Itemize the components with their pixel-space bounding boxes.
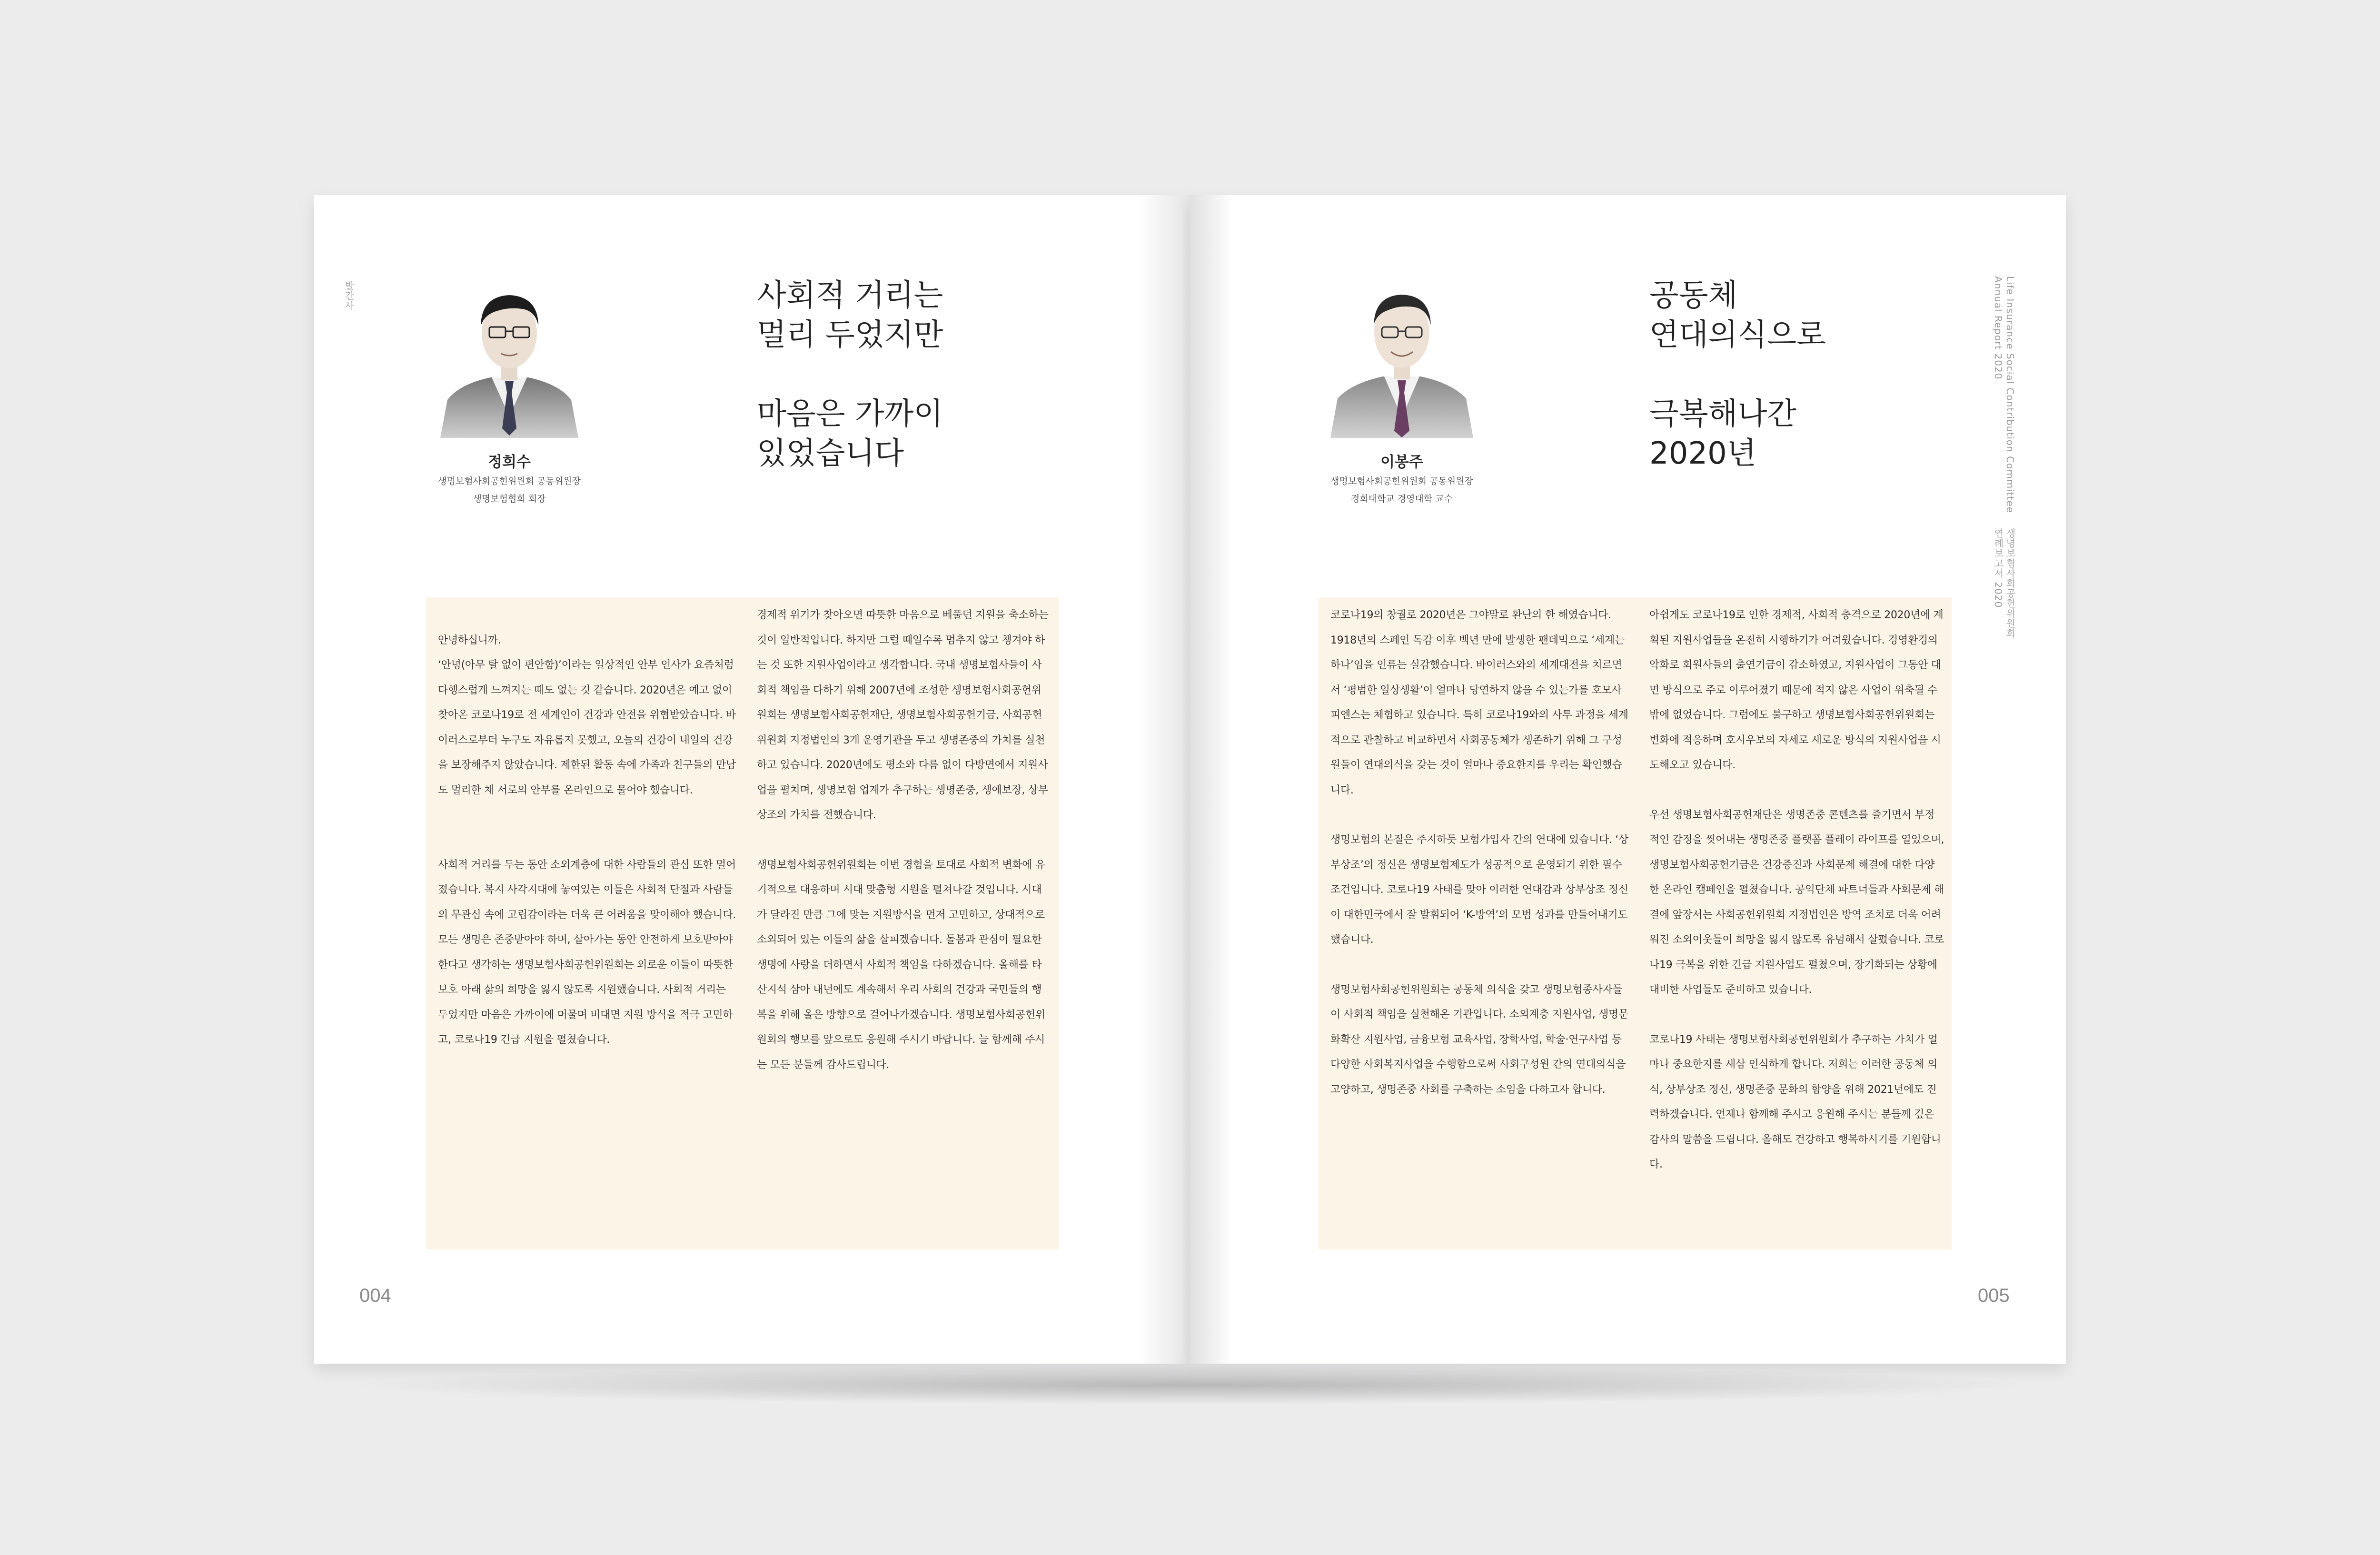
person-title-2: 경희대학교 경영대학 교수 [1351, 494, 1453, 504]
person-name: 이봉주 [1380, 454, 1423, 471]
right-page [1190, 195, 2066, 1364]
paragraph: 생명보험사회공헌위원회는 공동체 의식을 갖고 생명보험종사자들이 사회적 책임을 실천해온 기관입니다. 소외계층 지원사업, 생명문화확산 지원사업, 금융보험 교육사업, 장학사업, 학술·연구사업 등 다양한 사회복지사업을 수행함으로써 사회구성원 간의 연대의식을 고양하고, 생명존중 사회를 구축하는 소임을 다하고자 합니다. [1330, 983, 1628, 1096]
side-label-line: Annual Report 2020 [1993, 276, 2004, 380]
portrait-illustration-jung [431, 274, 588, 438]
paragraph: 사회적 거리를 두는 동안 소외계층에 대한 사람들의 관심 또한 멀어졌습니다. 복지 사각지대에 놓여있는 이들은 사회적 단절과 사람들의 무관심 속에 고립감이라는 더욱 큰 어려움을 맞이해야 했습니다. 모든 생명은 존중받아야 하며, 살아가는 동안 안전하게 보호받아야 한다고 생각하는 생명보험사회공헌위원회는 외로운 이들이 따뜻한 보호 아래 삶의 희망을 잃지 않도록 지원했습니다. 사회적 거리는 두었지만 마음은 가까이에 머물며 비대면 지원 방식을 적극 고민하고, 코로나19 긴급 지원을 펼쳤습니다. [438, 859, 736, 1046]
paragraph: 코로나19의 창궐로 2020년은 그야말로 환난의 한 해였습니다. 1918년의 스페인 독감 이후 백년 만에 발생한 팬데믹으로 ‘세계는 하나’임을 인류는 실감했습니다. 바이러스와의 세계대전을 치르면서 ‘평범한 일상생활’이 얼마나 당연하지 않을 수 있는가를 호모사피엔스는 체험하고 있습니다. 특히 코로나19와의 사투 과정을 세계적으로 관찰하고 비교하면서 사회공동체가 생존하기 위해 그 구성원들이 연대의식을 갖는 것이 얼마나 중요한지를 우리는 확인했습니다. [1330, 609, 1628, 796]
headline-line: 연대의식으로 [1649, 317, 1826, 353]
page-number: 005 [1978, 1285, 2010, 1306]
side-label-line: Life Insurance Social Contribution Committee [2004, 276, 2016, 514]
headline-line: 마음은 가까이 [757, 396, 943, 432]
right-side-label-ko [1992, 528, 2016, 638]
headline-line: 멀리 두었지만 [757, 317, 943, 353]
left-side-label: 발간사 [343, 281, 355, 311]
body-column-2 [757, 603, 1050, 1078]
person-title-1: 생명보험사회공헌위원회 공동위원장 [1330, 476, 1473, 486]
headline-spacer [1649, 355, 1826, 395]
person-name: 정희수 [488, 454, 531, 471]
body-column-2 [1649, 603, 1944, 1178]
portrait-illustration-lee [1323, 274, 1480, 438]
left-page [314, 195, 1190, 1364]
headline [757, 276, 943, 474]
headline-line: 있었습니다 [757, 436, 904, 471]
paragraph: 경제적 위기가 찾아오면 따뜻한 마음으로 베풀던 지원을 축소하는 것이 일반적입니다. 하지만 그럴 때일수록 멈추지 않고 챙겨야 하는 것 또한 지원사업이라고 생각합니다. 국내 생명보험사들이 사회적 책임을 다하기 위해 2007년에 조성한 생명보험사회공헌위원회는 생명보험사회공헌재단, 생명보험사회공헌기금, 사회공헌위원회 지정법인의 3개 운영기관을 두고 생명존중의 가치를 실천하고 있습니다. 2020년에도 평소와 다름 없이 다방면에서 지원사업을 펼치며, 생명보험 업계가 추구하는 생명존중, 생애보장, 상부상조의 가치를 전했습니다. [757, 609, 1049, 821]
body-column-1 [438, 603, 737, 1078]
headline-spacer [757, 355, 943, 395]
spread-shadow [362, 1366, 2018, 1404]
headline-line: 공동체 [1649, 278, 1738, 313]
side-label-line: 연례보고서 2020 [1993, 528, 2004, 608]
side-label-line: 생명보험사회공헌위원회 [2004, 528, 2016, 638]
headline-line: 사회적 거리는 [757, 278, 943, 313]
paragraph: 코로나19 사태는 생명보험사회공헌위원회가 추구하는 가치가 얼마나 중요한지를 새삼 인식하게 합니다. 저희는 이러한 공동체 의식, 상부상조 정신, 생명존중 문화의 함양을 위해 2021년에도 진력하겠습니다. 언제나 함께해 주시고 응원해 주시는 분들께 깊은 감사의 말씀을 드립니다. 올해도 건강하고 행복하시기를 기원합니다. [1649, 1033, 1941, 1170]
person-title-1: 생명보험사회공헌위원회 공동위원장 [438, 476, 581, 486]
paragraph: 안녕하십니까. ‘안녕(아무 탈 없이 편안함)’이라는 일상적인 안부 인사가 요즘처럼 다행스럽게 느껴지는 때도 없는 것 같습니다. 2020년은 예고 없이 찾아온 코로나19로 전 세계인이 건강과 안전을 위협받았습니다. 바이러스로부터 누구도 자유롭지 못했고, 오늘의 건강이 내일의 건강을 보장해주지 않았습니다. 제한된 활동 속에 가족과 친구들의 만남도 멀리한 채 서로의 안부를 온라인으로 물어야 했습니다. [438, 634, 736, 796]
paragraph: 생명보험의 본질은 주지하듯 보험가입자 간의 연대에 있습니다. ‘상부상조’의 정신은 생명보험제도가 성공적으로 운영되기 위한 필수 조건입니다. 코로나19 사태를 맞아 이러한 연대감과 상부상조 정신이 대한민국에서 잘 발휘되어 ‘K-방역’의 모범 성과를 만들어내기도 했습니다. [1330, 834, 1628, 946]
paragraph: 생명보험사회공헌위원회는 이번 경험을 토대로 사회적 변화에 유기적으로 대응하며 시대 맞춤형 지원을 펼쳐나갈 것입니다. 시대가 달라진 만큼 그에 맞는 지원방식을 먼저 고민하고, 상대적으로 소외되어 있는 이들의 삶을 살피겠습니다. 돌봄과 관심이 필요한 생명에 사랑을 더하면서 사회적 책임을 다하겠습니다. 올해를 타산지석 삼아 내년에도 계속해서 우리 사회의 건강과 국민들의 행복을 위해 올은 방향으로 걸어나가겠습니다. 생명보험사회공헌위원회의 행보를 앞으로도 응원해 주시기 바랍니다. 늘 함께해 주시는 모든 분들께 감사드립니다. [757, 859, 1045, 1071]
right-side-label-en [1992, 276, 2016, 513]
headline-line: 극복해나간 [1649, 396, 1797, 432]
paragraph: 아쉽게도 코로나19로 인한 경제적, 사회적 충격으로 2020년에 계획된 지원사업들을 온전히 시행하기가 어려웠습니다. 경영환경의 악화로 회원사들의 출연기금이 감소하였고, 지원사업이 그동안 대면 방식으로 주로 이루어졌기 때문에 적지 않은 사업이 위축될 수밖에 없었습니다. 그럼에도 불구하고 생명보험사회공헌위원회는 변화에 적응하며 호시우보의 자세로 새로운 방식의 지원사업을 시도해오고 있습니다. [1649, 609, 1944, 771]
body-column-1 [1330, 603, 1630, 1102]
person-title-2: 생명보험협회 회장 [473, 494, 546, 504]
paragraph: 우선 생명보험사회공헌재단은 생명존중 콘텐츠를 즐기면서 부정적인 감정을 씻어내는 생명존중 플랫폼 플레이 라이프를 열었으며, 생명보험사회공헌기금은 건강증진과 사회문제 해결에 대한 다양한 온라인 캠페인을 펼쳤습니다. 공익단체 파트너들과 사회문제 해결에 앞장서는 사회공헌위원회 지정법인은 방역 조치로 더욱 어려워진 소외이웃들이 희망을 잃지 않도록 유념해서 살폈습니다. 코로나19 극복을 위한 긴급 지원사업도 펼쳤으며, 장기화되는 상황에 대비한 사업들도 준비하고 있습니다. [1649, 809, 1944, 996]
headline-line: 2020년 [1649, 436, 1756, 471]
page-number: 004 [359, 1285, 391, 1306]
headline [1649, 276, 1826, 474]
